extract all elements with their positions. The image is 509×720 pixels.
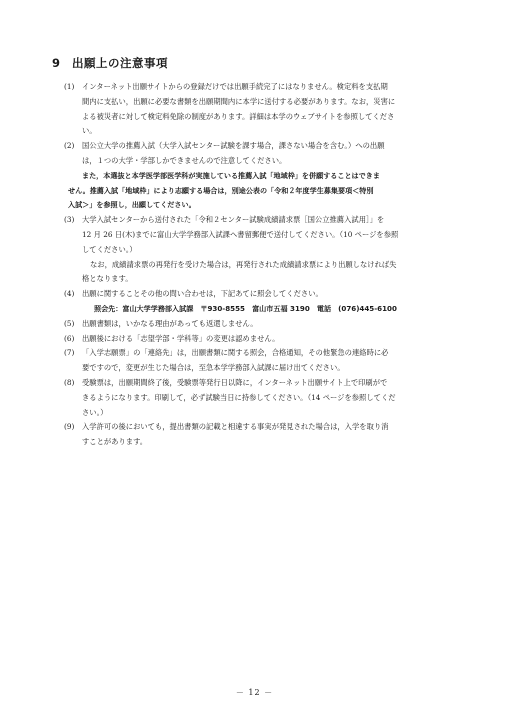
item-line: さい。） [82, 407, 108, 417]
item-marker: (7) [64, 348, 75, 358]
section-heading [52, 55, 168, 71]
item-marker: (9) [64, 422, 75, 432]
emphasis-line: また，本選抜と本学医学部医学科が実施している推薦入試「地域枠」を併願することはできま [82, 170, 380, 180]
note-item-3 [64, 213, 456, 287]
item-marker: (8) [64, 377, 75, 387]
page-number: － 12 － [235, 688, 274, 697]
notes-list [64, 80, 456, 450]
note-item-8 [64, 376, 456, 420]
item-line: すことがあります。 [82, 437, 148, 447]
item-note-line: なお，成績請求票の再発行を受けた場合は，再発行された成績請求票により出願しなければ失 [90, 259, 397, 269]
section-number: 9 [52, 56, 61, 70]
item-marker: (2) [64, 141, 75, 151]
item-marker: (5) [64, 318, 75, 328]
item-line: 出願後における「志望学部・学科等」の変更は認めません。 [82, 333, 280, 343]
note-item-2 [64, 139, 456, 213]
item-line: 国公立大学の推薦入試（大学入試センター試験を課す場合，課さない場合を含む。）への出願 [82, 141, 385, 151]
item-line: い。 [82, 126, 97, 136]
note-item-5 [64, 317, 456, 332]
item-marker: (3) [64, 215, 75, 225]
item-line: 入学許可の後においても，提出書類の記載と相違する事実が発見された場合は，入学を取り消 [82, 422, 389, 432]
item-line: よる被災者に対して検定料免除の制度があります。詳細は本学のウェブサイトを参照してくださ [82, 111, 395, 121]
item-line: 12 月 26 日(木)までに富山大学学務部入試課へ書留郵便で送付してください。（10 ページを参照 [82, 229, 399, 239]
item-marker: (6) [64, 333, 75, 343]
item-line: 出願書類は，いかなる理由があっても返還しません。 [82, 318, 258, 328]
emphasis-line: 入試＞」を参照し，出願してください。 [68, 200, 196, 210]
item-line: 間内に支払い，出願に必要な書類を出願期間内に本学に送付する必要があります。なお，災害に [82, 96, 396, 106]
section-title: 出願上の注意事項 [72, 56, 168, 70]
item-line: 出願に関することその他の問い合わせは，下記あてに照会してください。 [82, 289, 323, 299]
item-line: きるようになります。印刷して，必ず試験当日に持参してください。（14 ページを参照してくだ [82, 392, 396, 402]
item-line: は，１つの大学・学部しかできませんので注意してください。 [82, 155, 287, 165]
item-line: 受験票は，出願期間終了後，受験票等発行日以降に，インターネット出願サイト上で印刷がで [82, 377, 388, 387]
note-item-1 [64, 80, 456, 139]
item-line: インターネット出願サイトからの登録だけでは出願手続完了にはなりません。検定料を支払期 [82, 82, 388, 91]
note-item-6 [64, 332, 456, 347]
item-line: してください。） [82, 244, 137, 254]
item-line: 大学入試センターから送付された「令和２センター試験成績請求票［国公立推薦入試用］」を [82, 215, 385, 225]
item-marker: (4) [64, 289, 75, 299]
item-note-line: 格となります。 [82, 274, 133, 284]
item-marker: (1) [64, 82, 75, 91]
contact-info: 照会先：富山大学学務部入試課 〒930-8555 富山市五福 3190 電話 (076)445-6100 [94, 303, 397, 313]
note-item-4 [64, 287, 456, 317]
note-item-9 [64, 420, 456, 450]
item-line: 「入学志願票」の「連絡先」は，出願書類に関する照会，合格通知，その他緊急の連絡時に必 [82, 348, 389, 358]
emphasis-line: せん。推薦入試「地域枠」により志願する場合は，別途公表の「令和２年度学生募集要項＜特別 [68, 185, 374, 195]
item-line: 要ですので，変更が生じた場合は，至急本学学務部入試課に届け出てください。 [82, 363, 345, 373]
note-item-7 [64, 346, 456, 376]
